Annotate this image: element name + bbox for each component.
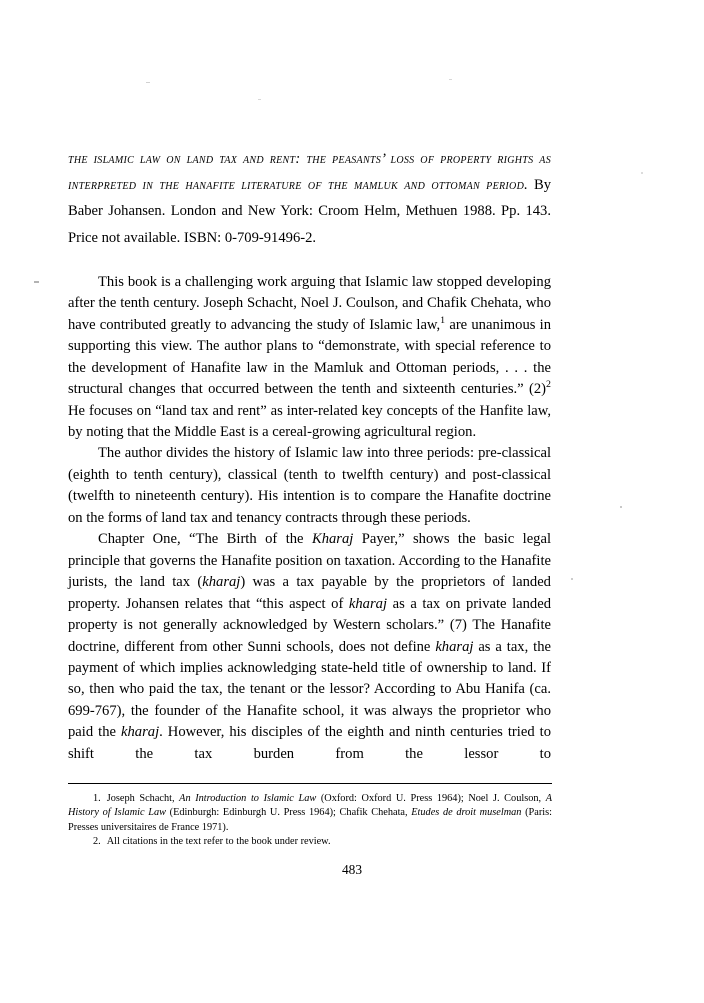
italic-term: A History of Islamic Law [68, 793, 552, 819]
book-imprint: By Baber Johansen. London and New York: Croom Helm, Methuen 1988. Pp. 143. Price not available. ISBN: 0-709-91496-2. [68, 177, 552, 246]
footnote-number: 2. [93, 836, 101, 848]
page-number: 483 [341, 862, 363, 877]
footnote-text: Joseph Schacht, An Introduction to Islamic Law (Oxford: Oxford U. Press 1964); Noel J. Coulson, A History of Islamic Law (Edinburgh: Edinburgh U. Press 1964); Chafik Chehata, Etudes de droit muselman (Paris: Presses universitaires de France 1971). [68, 793, 552, 833]
review-heading [68, 146, 551, 251]
italic-term: An Introduction to Islamic Law [179, 793, 317, 804]
italic-term: kharaj [202, 574, 241, 591]
footnote-text: All citations in the text refer to the book under review. [106, 836, 331, 848]
body-paragraph: This book is a challenging work arguing that Islamic law stopped developing after the tenth century. Joseph Schacht, Noel J. Coulson, and Chafik Chehata, who have contributed greatly to advancing the study of Islamic law,$^1$ are unanimous in supporting this view. The author plans to “demonstrate, with special reference to the development of Hanafite law in the Mamluk and Ottoman periods, . . . the structural changes that occurred between the tenth and sixteenth centuries.” $(2)^2$ He focuses on “land tax and rent” as inter-related key concepts of the Hanfite law, by noting that the Middle East is a cereal-growing agricultural region. [68, 273, 551, 440]
book-title: the islamic law on land tax and rent: the peasants’ loss of property rights as interpreted in the hanafite literature of the mamluk and ottoman period. [68, 151, 551, 194]
footnote-section [68, 792, 552, 850]
review-body [68, 272, 551, 787]
body-paragraph: Chapter One, “The Birth of the Kharaj Payer,” shows the basic legal principle that governs the Hanafite position on taxation. According to the Hanafite jurists, the land tax (kharaj) was a tax payable by the proprietors of landed property. Johansen relates that “this aspect of kharaj as a tax on private landed property is not generally acknowledged by Western scholars.” (7) The Hanafite doctrine, different from other Sunni schools, does not define kharaj as a tax, the payment of which implies acknowledging state-held title of ownership to land. If so, then who paid the tax, the tenant or the lessor? According to Abu Hanifa (ca. 699-767), the founder of the Hanafite school, it was always the proprietor who paid the kharaj. However, his disciples of the eighth and ninth centuries tried to shift the tax burden from the lessor to [68, 531, 551, 762]
footnote-item [68, 792, 552, 835]
footnote-marker: 1 [440, 314, 446, 326]
italic-term: kharaj [121, 724, 160, 741]
footnote-item [68, 835, 552, 849]
scan-speck [620, 506, 622, 508]
footnote-number: 1. [93, 793, 101, 804]
footnote-marker: 2 [546, 379, 551, 391]
scan-speck [571, 578, 573, 580]
scan-speck [146, 82, 150, 83]
italic-term: Kharaj [311, 531, 354, 548]
scan-speck [34, 281, 39, 283]
scan-speck [258, 99, 261, 100]
scan-speck [449, 79, 452, 80]
text-column [68, 146, 551, 787]
footnote-separator-rule [68, 783, 552, 784]
italic-term: kharaj [348, 595, 387, 612]
italic-term: kharaj [435, 638, 474, 655]
scan-speck [641, 172, 643, 174]
body-paragraph: The author divides the history of Islamic law into three periods: pre-classical (eighth to tenth century), classical (tenth to twelfth century) and post-classical (twelfth to nineteenth century). His intention is to compare the Hanafite doctrine on the forms of land tax and tenancy contracts through these periods. [68, 445, 551, 526]
italic-term: Etudes de droit muselman [411, 807, 522, 819]
